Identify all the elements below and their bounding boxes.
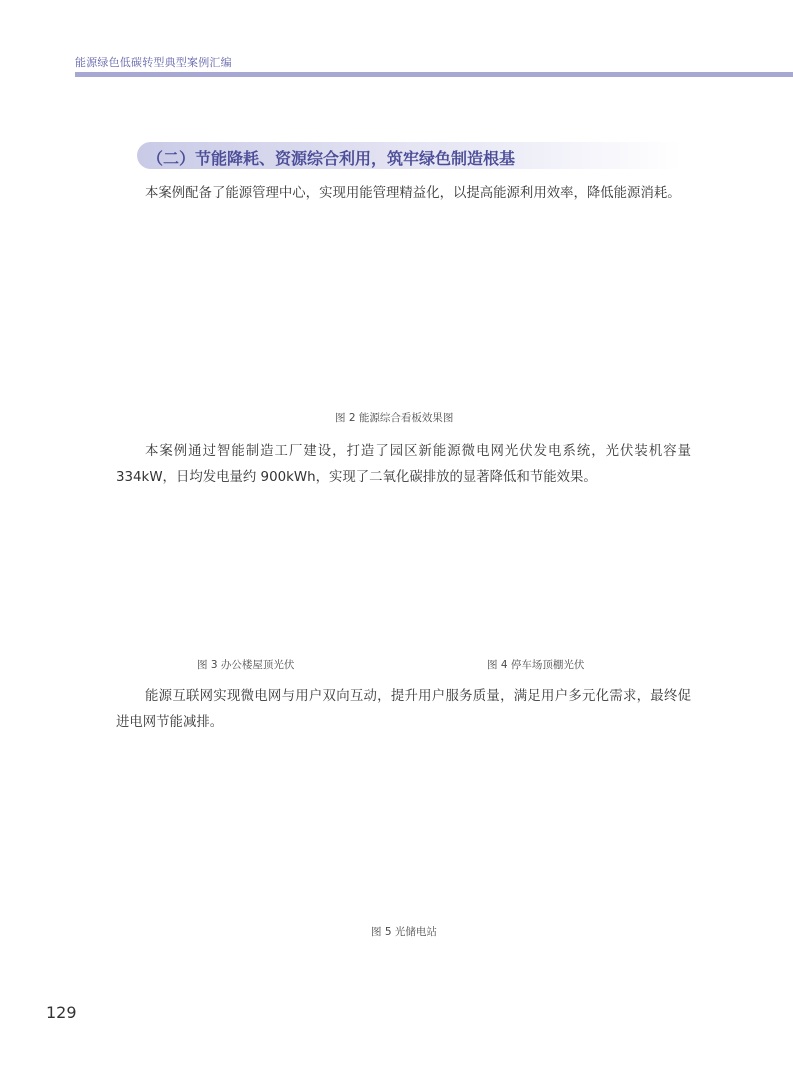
- figure-5-image-area: [116, 740, 691, 918]
- section-heading: （二）节能降耗、资源综合利用，筑牢绿色制造根基: [147, 149, 516, 168]
- paragraph-smart-manufacturing: 本案例通过智能制造工厂建设，打造了园区新能源微电网光伏发电系统，光伏装机容量 334kW，日均发电量约 900kWh，实现了二氧化碳排放的显著降低和节能效果。: [116, 444, 691, 485]
- figure-3-image-area: [116, 494, 396, 650]
- figure-2-caption: 图 2 能源综合看板效果图: [335, 412, 454, 424]
- figure-2-image-area: [116, 236, 691, 404]
- figure-4-caption: 图 4 停车场顶棚光伏: [487, 659, 585, 671]
- paragraph-energy-internet: 能源互联网实现微电网与用户双向互动，提升用户服务质量，满足用户多元化需求，最终促进电网节能减排。: [116, 689, 691, 730]
- figure-5-caption: 图 5 光储电站: [371, 926, 437, 938]
- paragraph-energy-management: 本案例配备了能源管理中心，实现用能管理精益化，以提高能源利用效率，降低能源消耗。: [145, 186, 681, 201]
- figure-3-caption: 图 3 办公楼屋顶光伏: [197, 659, 295, 671]
- header-rule: [75, 72, 793, 77]
- page-number: 129: [46, 1003, 77, 1022]
- running-header-title: 能源绿色低碳转型典型案例汇编: [75, 56, 232, 69]
- figure-4-image-area: [410, 494, 690, 650]
